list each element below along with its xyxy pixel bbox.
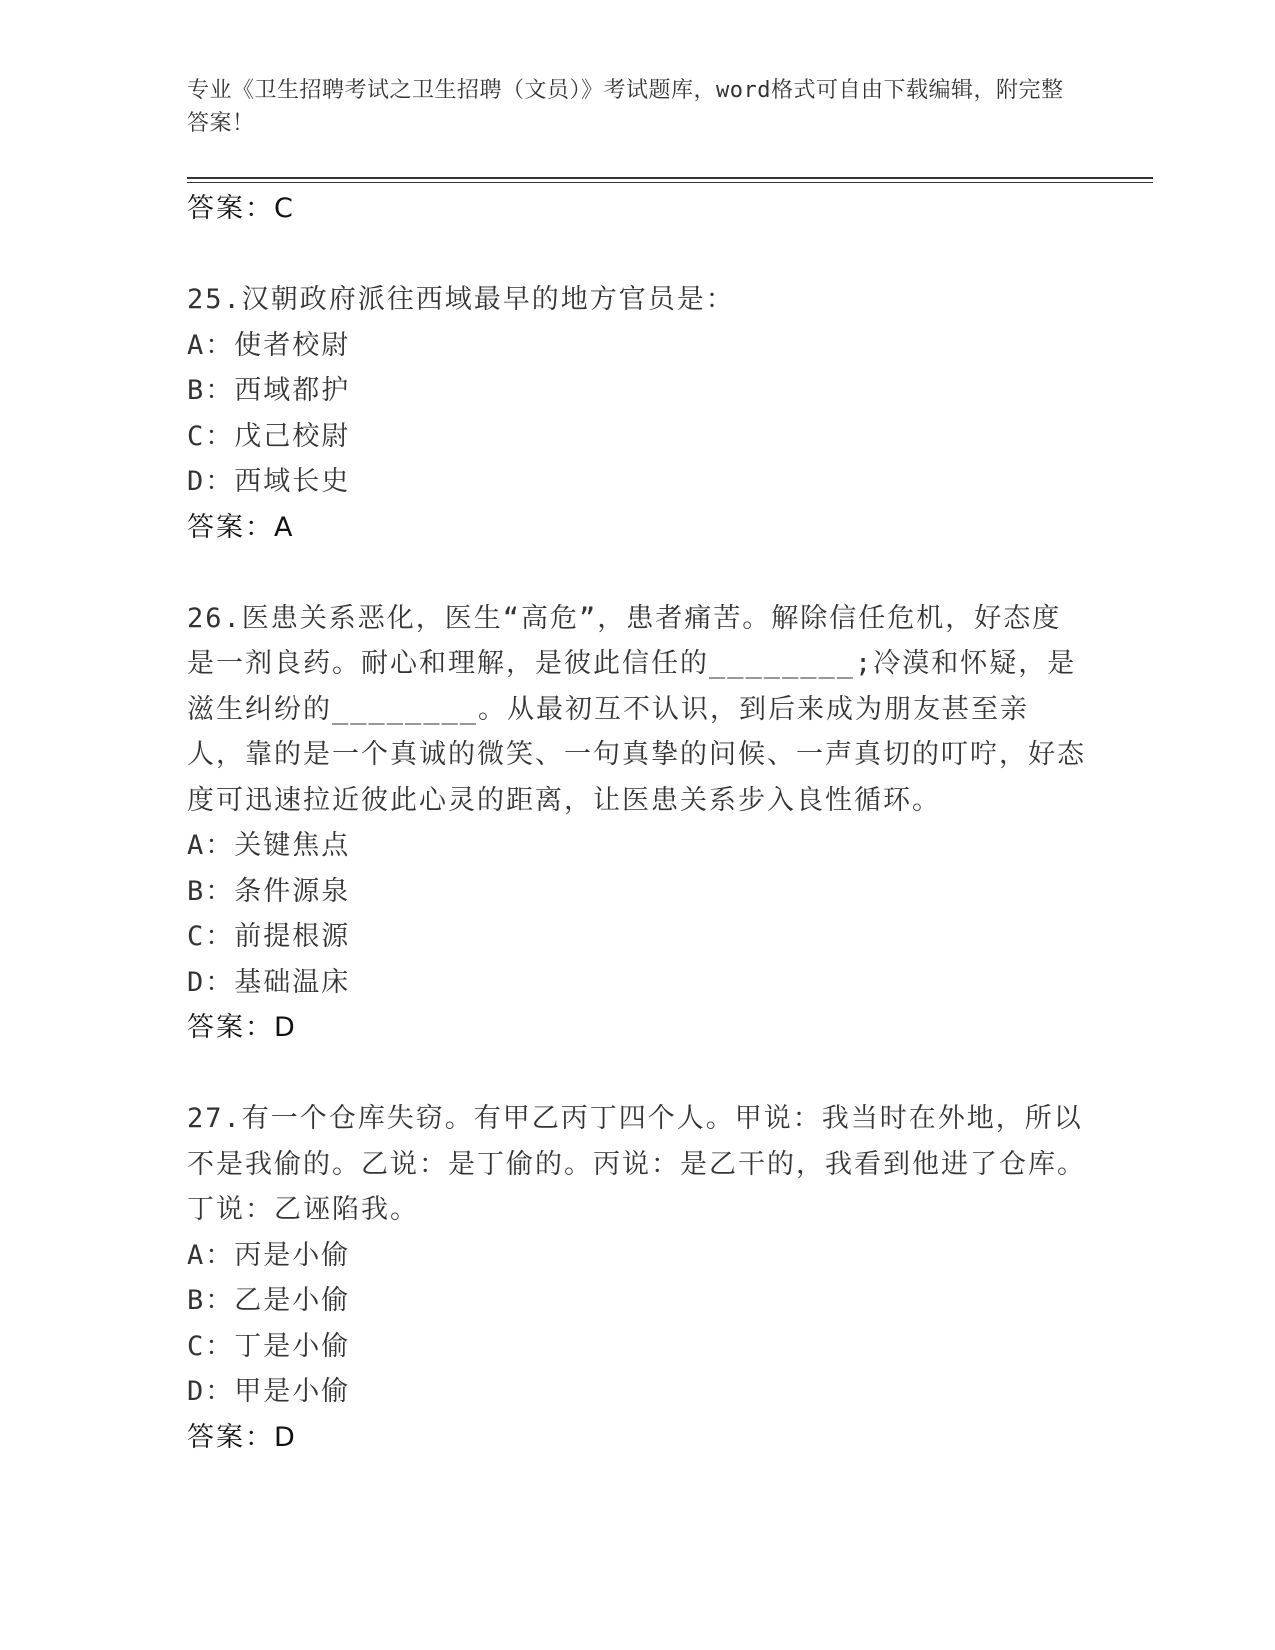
header-rule-thin xyxy=(187,182,1153,183)
spacer xyxy=(187,232,1087,277)
header-rule-thick xyxy=(187,177,1153,179)
option-key: D： xyxy=(187,466,235,497)
option-text: 甲是小偷 xyxy=(234,1376,351,1407)
option-list xyxy=(187,823,1087,1005)
option-c xyxy=(187,414,1087,460)
option-text: 西域长史 xyxy=(234,466,351,497)
option-b xyxy=(187,368,1087,414)
question-block xyxy=(187,596,1087,1052)
option-text: 乙是小偷 xyxy=(234,1285,351,1316)
question-text: 25.汉朝政府派往西域最早的地方官员是： xyxy=(187,284,735,315)
option-a xyxy=(187,823,1087,869)
option-c xyxy=(187,914,1087,960)
answer-label: 答案： xyxy=(187,1012,274,1043)
option-key: C： xyxy=(187,420,235,452)
option-key: A： xyxy=(187,1239,235,1271)
question-block xyxy=(187,277,1087,551)
question-list xyxy=(187,186,1087,1461)
previous-answer xyxy=(187,186,1087,232)
question-answer xyxy=(187,1415,1087,1461)
option-text: 基础温床 xyxy=(234,966,351,998)
option-key: D： xyxy=(187,1376,235,1407)
option-key: A： xyxy=(187,830,235,861)
option-key: B： xyxy=(187,375,235,406)
spacer xyxy=(187,1051,1087,1096)
option-b xyxy=(187,1278,1087,1324)
option-text: 丙是小偷 xyxy=(234,1239,351,1271)
option-c xyxy=(187,1324,1087,1370)
answer-value: A xyxy=(274,511,293,543)
question-block xyxy=(187,1096,1087,1461)
spacer xyxy=(187,551,1087,596)
option-b xyxy=(187,869,1087,915)
option-text: 前提根源 xyxy=(234,921,351,952)
option-text: 西域都护 xyxy=(234,375,351,406)
option-text: 条件源泉 xyxy=(234,875,351,907)
option-key: C： xyxy=(187,1330,235,1362)
option-key: B： xyxy=(187,875,235,907)
option-key: B： xyxy=(187,1285,235,1316)
option-d xyxy=(187,1369,1087,1415)
option-key: A： xyxy=(187,329,235,361)
answer-label: 答案： xyxy=(187,511,274,543)
option-a xyxy=(187,1233,1087,1279)
option-list xyxy=(187,323,1087,505)
question-text: 26.医患关系恶化，医生“高危”，患者痛苦。解除信任危机，好态度是一剂良药。耐心和理解，是彼此信任的________;冷漠和怀疑，是滋生纠纷的________。从最初互不认识，到后来成为朋友甚至亲人，靠的是一个真诚的微笑、一句真挚的问候、一声真切的叮咛，好态度可迅速拉近彼此心灵的距离，让医患关系步入良性循环。 xyxy=(187,602,1086,816)
option-text: 关键焦点 xyxy=(234,830,351,861)
option-text: 丁是小偷 xyxy=(234,1330,351,1362)
option-a xyxy=(187,323,1087,369)
option-text: 使者校尉 xyxy=(234,329,351,361)
answer-label: 答案： xyxy=(187,193,274,224)
answer-label: 答案： xyxy=(187,1421,274,1453)
option-d xyxy=(187,960,1087,1006)
answer-value: D xyxy=(274,1421,295,1453)
question-answer xyxy=(187,1005,1087,1051)
question-answer xyxy=(187,505,1087,551)
answer-value: D xyxy=(274,1012,295,1043)
answer-value: C xyxy=(274,193,293,224)
header-text: 专业《卫生招聘考试之卫生招聘（文员）》考试题库，word格式可自由下载编辑，附完整答案！ xyxy=(187,78,1064,136)
option-d xyxy=(187,459,1087,505)
question-text: 27.有一个仓库失窃。有甲乙丙丁四个人。甲说：我当时在外地，所以不是我偷的。乙说：是丁偷的。丙说：是乙干的，我看到他进了仓库。丁说：乙诬陷我。 xyxy=(187,1103,1086,1225)
option-text: 戊己校尉 xyxy=(234,420,351,452)
option-key: D： xyxy=(187,966,235,998)
option-list xyxy=(187,1233,1087,1415)
option-key: C： xyxy=(187,921,235,952)
